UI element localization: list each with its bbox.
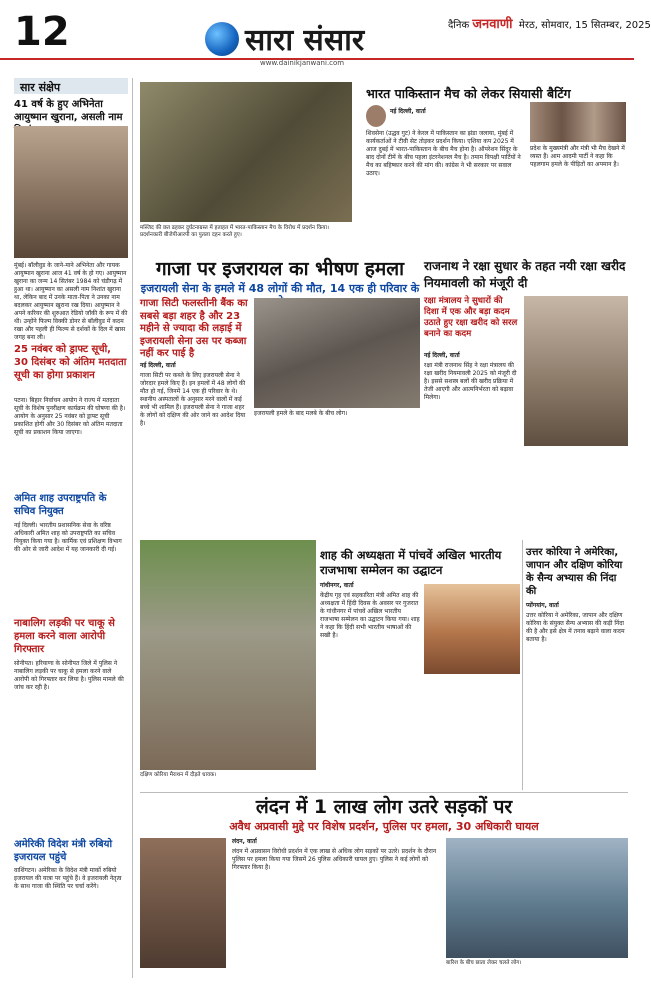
article4-body: उत्तर कोरिया ने अमेरिका, जापान और दक्षिण कोरिया के संयुक्त सैन्य अभ्यास की कड़ी निंदा की है और इसे क्षेत्र में तनाव बढ़ाने वाला कदम बताया है। bbox=[526, 612, 625, 643]
politicians-photo bbox=[530, 102, 626, 142]
publisher-prefix: दैनिक bbox=[448, 20, 470, 31]
sidebar-s1-head: 41 वर्ष के हुए अभिनेता आयुष्मान खुराना, असली नाम bbox=[14, 99, 123, 123]
article2-dateline: नई दिल्ली, वार्ता bbox=[140, 362, 176, 369]
sidebar-s4-body: सोनीपत। हरियाणा के सोनीपत जिले में पुलिस ने नाबालिग लड़की पर चाकू से हमला करने वाले आरोपी को गिरफ्तार कर लिया है। पुलिस मामले की जांच कर रही है। bbox=[14, 660, 124, 691]
article6-dateline: लंदन, वार्ता bbox=[232, 838, 257, 845]
article6-headline: लंदन में 1 लाख लोग उतरे सड़कों पर bbox=[255, 796, 513, 818]
column-divider-2 bbox=[522, 540, 523, 790]
article1-side-body: प्रदेश के मुख्यमंत्री और मंत्री भी मैच देखने में व्यस्त हैं। आम आदमी पार्टी ने कहा कि पहलगाम हमले के पीड़ितों का अपमान है। bbox=[530, 145, 625, 168]
article2-side-subhead: गाजा सिटी फलस्तीनी बैंक का सबसे बड़ा शहर है और 23 महीने से ज्यादा की लड़ाई में इजरायली सेना उस पर कब्जा नहीं कर पाई है bbox=[140, 298, 248, 359]
article3-headline: राजनाथ ने रक्षा सुधार के तहत नयी रक्षा खरीद नियमावली को मंजूरी दी bbox=[424, 259, 626, 290]
sidebar-s1-body: मुंबई। बॉलीवुड के जाने-माने अभिनेता और गायक आयुष्मान खुराना आज 41 वर्ष के हो गए। आयुष्मान खुराना का जन्म 14 सितंबर 1984 को चंडीगढ़ में हुआ था। आयुष्मान का असली नाम निशांत खुराना था, लेकिन बाद में उनके माता-पिता ने उनका नाम बदलकर आयुष्मान खुराना रख दिया। आयुष्मान ने अपने करियर की शुरुआत रेडियो जॉकी के रूप में की थी। उन्होंने फिल्म विक्की डोनर से बॉलीवुड में कदम रखा और पहली ही फिल्म से दर्शकों के दिल में खास जगह बना ली। bbox=[14, 262, 128, 341]
article1-dateline: नई दिल्ली, वार्ता bbox=[390, 108, 426, 115]
sidebar-s4-head: नाबालिग लड़की पर चाकू से हमला करने वाला आरोपी गिरफ्तार bbox=[14, 618, 115, 655]
publisher-name: जनवाणी bbox=[472, 17, 513, 32]
marathon-caption: दक्षिण कोरिया मैराथन में दौड़ते धावक। bbox=[140, 772, 217, 778]
site-url: www.dainikjanwani.com bbox=[260, 59, 345, 67]
sidebar-s5-body: वाशिंगटन। अमेरिका के विदेश मंत्री मार्को रुबियो इजरायल की यात्रा पर पहुंचे हैं। वे इजरायली नेतृत्व के साथ गाजा की स्थिति पर चर्चा करेंगे। bbox=[14, 867, 122, 890]
article6-body: लंदन में अप्रवासन विरोधी प्रदर्शन में एक लाख से अधिक लोग सड़कों पर उतरे। प्रदर्शन के दौरान पुलिस पर हमला किया गया जिसमें 26 पुलिस अधिकारी घायल हुए। पुलिस ने कई लोगों को गिरफ्तार किया है। bbox=[232, 848, 437, 871]
amit-shah-photo bbox=[424, 584, 520, 674]
article5-dateline: गांधीनगर, वार्ता bbox=[320, 582, 354, 589]
section-rule bbox=[140, 792, 628, 793]
gaza-photo bbox=[254, 298, 420, 408]
rain-photo bbox=[446, 838, 628, 958]
sidebar-title: सार संक्षेप bbox=[14, 78, 128, 94]
dateline: मेरठ, सोमवार, 15 सितम्बर, 2025 bbox=[518, 20, 651, 31]
logo-text: सारा संसार bbox=[245, 23, 365, 58]
article2-caption: इजरायली हमले के बाद मलबे के बीच लोग। bbox=[254, 410, 348, 417]
article3-dateline: नई दिल्ली, वार्ता bbox=[424, 352, 460, 359]
sidebar-s5-head: अमेरिकी विदेश मंत्री रुबियो इजरायल पहुंचे bbox=[14, 839, 113, 863]
article5-headline: शाह की अध्यक्षता में पांचवें अखिल भारतीय राजभाषा सम्मेलन का उद्घाटन bbox=[320, 548, 502, 577]
actor-photo bbox=[14, 126, 128, 258]
rain-caption: बारिश के बीच छाता लेकर चलते लोग। bbox=[446, 960, 522, 966]
marathon-photo bbox=[140, 540, 316, 770]
masthead-logo bbox=[205, 18, 364, 59]
article3-body: रक्षा मंत्री राजनाथ सिंह ने रक्षा मंत्रालय की रक्षा खरीद नियमावली 2025 को मंजूरी दी है। इससे सशस्त्र बलों की खरीद प्रक्रिया में तेजी आएगी और आत्मनिर्भरता को बढ़ावा मिलेगा। bbox=[424, 362, 517, 401]
sidebar-s2-body: पटना। बिहार निर्वाचन आयोग ने राज्य में मतदाता सूची के विशेष पुनरीक्षण कार्यक्रम की घोषणा की है। आयोग के अनुसार 25 नवंबर को ड्राफ्ट सूची प्रकाशित होगी और 30 दिसंबर को अंतिम मतदाता सूची का प्रकाशन किया जाएगा। bbox=[14, 397, 126, 436]
sidebar-s3-body: नई दिल्ली। भारतीय प्रशासनिक सेवा के वरिष्ठ अधिकारी अमित शाह को उपराष्ट्रपति का सचिव नियुक्त किया गया है। कार्मिक एवं प्रशिक्षण विभाग की ओर से जारी आदेश में यह जानकारी दी गई। bbox=[14, 522, 122, 553]
globe-icon bbox=[205, 22, 239, 56]
london-protest-photo bbox=[140, 838, 226, 968]
article1-headline: भारत पाकिस्तान मैच को लेकर सियासी बैटिंग bbox=[366, 86, 571, 101]
article4-dateline: प्योंगयांग, वार्ता bbox=[526, 602, 559, 609]
rajnath-photo bbox=[524, 296, 628, 446]
column-divider bbox=[132, 78, 133, 978]
article3-subhead: रक्षा मंत्रालय ने सुधारों की दिशा में एक और बड़ा कदम उठाते हुए रक्षा खरीद को सरल बनाने का कदम bbox=[424, 296, 518, 339]
publisher-dateline bbox=[448, 14, 651, 32]
top-photo-caption: मस्जिद की छत ढहकर दुर्घटनाग्रस्त में हताहत में भारत-पाकिस्तान मैच के विरोध में प्रदर्शन किया। प्रदर्शनकारी बीजेपीआरपी का पुतला दहन करते हुए। bbox=[140, 225, 330, 238]
sidebar-s2-head: 25 नवंबर को ड्राफ्ट सूची, 30 दिसंबर को अंतिम मतदाता सूची का होगा प्रकाशन bbox=[14, 344, 127, 381]
page-number: 12 bbox=[14, 9, 70, 55]
article2-subhead: इजरायली सेना के हमले में 48 लोगों की मौत, 14 एक ही परिवार के bbox=[140, 282, 420, 295]
article6-subhead: अवैध अप्रवासी मुद्दे पर विशेष प्रदर्शन, पुलिस पर हमला, 30 अधिकारी घायल bbox=[229, 820, 539, 833]
article2-body: गाजा सिटी पर कब्जे के लिए इजरायली सेना ने जोरदार हमले किए हैं। इन हमलों में 48 लोगों की मौत हो गई, जिनमें 14 एक ही परिवार के थे। स्थानीय अस्पतालों के अनुसार मरने वालों में कई बच्चे भी शामिल हैं। इजरायली सेना ने गाजा शहर के लोगों को दक्षिण की ओर जाने का आदेश दिया है। bbox=[140, 372, 246, 427]
politician-photo bbox=[366, 105, 386, 127]
protest-photo bbox=[140, 82, 352, 222]
article5-body: केंद्रीय गृह एवं सहकारिता मंत्री अमित शाह की अध्यक्षता में हिंदी दिवस के अवसर पर गुजरात के गांधीनगर में पांचवें अखिल भारतीय राजभाषा सम्मेलन का उद्घाटन किया गया। शाह ने कहा कि हिंदी सभी भारतीय भाषाओं की सखी है। bbox=[320, 592, 420, 639]
article4-headline: उत्तर कोरिया ने अमेरिका, जापान और दक्षिण कोरिया के सैन्य अभ्यास की निंदा की bbox=[526, 547, 623, 597]
article2-headline: गाजा पर इजरायल का भीषण हमला bbox=[155, 258, 405, 280]
sidebar-s3-head: अमित शाह उपराष्ट्रपति के सचिव नियुक्त bbox=[14, 493, 107, 517]
article1-body: शिवसेना (उद्धव गुट) ने केरल में पाकिस्तान का झंडा जलाया, मुंबई में कार्यकर्ताओं ने टीवी सेट तोड़कर प्रदर्शन किया। एशिया कप 2025 में आज दुबई में भारत-पाकिस्तान के बीच मैच होना है। ऑपरेशन सिंदूर के बाद दोनों टीमें के बीच पहला इंटरनेशनल मैच है। तमाम विपक्षी पार्टियों ने मैच का बहिष्कार करने की मांग की। कांग्रेस ने भी सरकार पर सवाल उठाए। bbox=[366, 130, 521, 177]
